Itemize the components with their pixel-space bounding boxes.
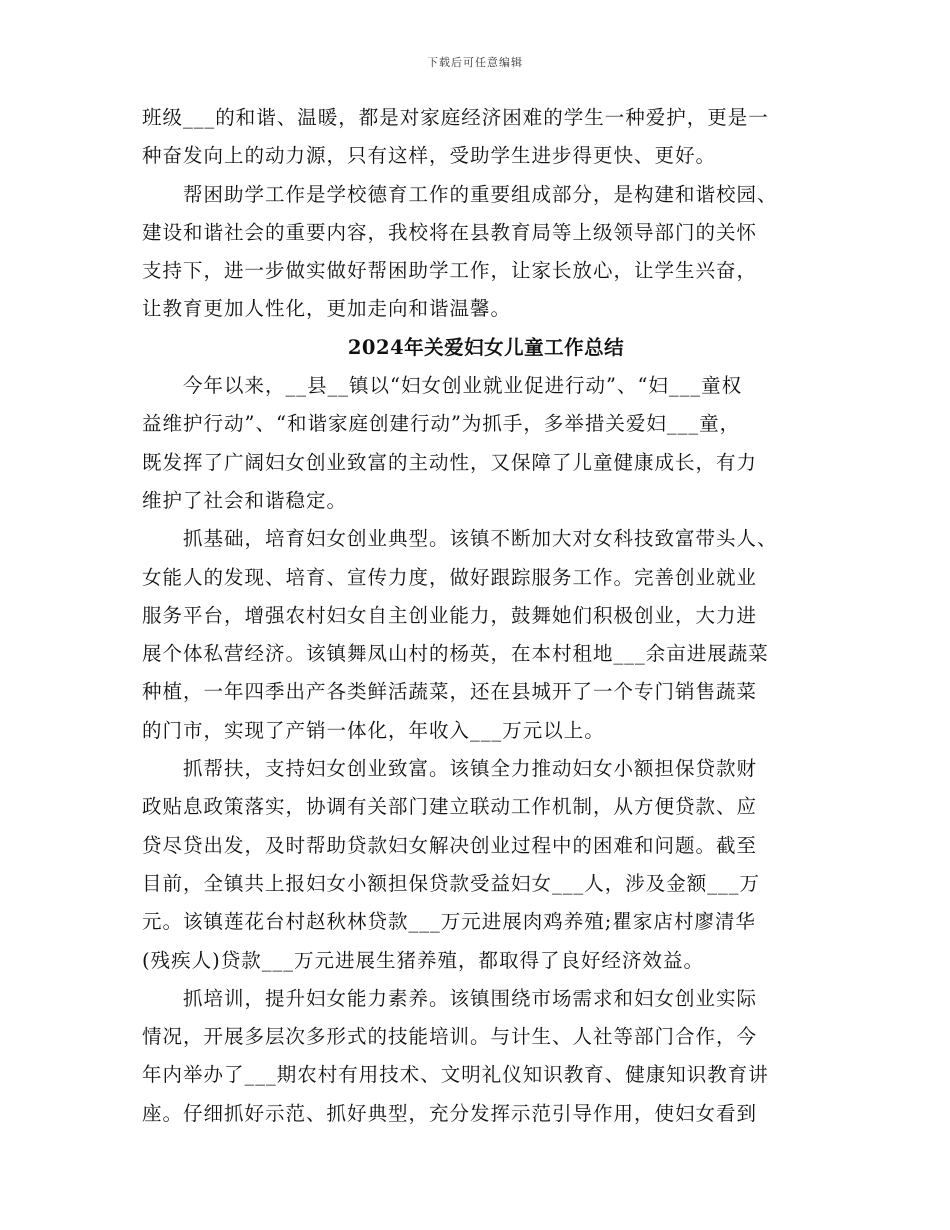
paragraph-line: 今年以来，__县__镇以“妇女创业就业促进行动”、“妇___童权 — [183, 374, 743, 398]
paragraph-line: 种植，一年四季出产各类鲜活蔬菜，还在县城开了一个专门销售蔬菜 — [142, 680, 758, 704]
paragraph-line: 女能人的发现、培育、宣传力度，做好跟踪服务工作。完善创业就业 — [142, 565, 758, 589]
page-header-note: 下载后可任意编辑 — [427, 56, 523, 69]
paragraph-line: 目前，全镇共上报妇女小额担保贷款受益妇女___人，涉及金额___万 — [142, 871, 761, 895]
paragraph-line: 贷尽贷出发，及时帮助贷款妇女解决创业过程中的困难和问题。截至 — [142, 833, 758, 857]
paragraph-line: 维护了社会和谐稳定。 — [142, 488, 348, 512]
section-title: 2024年关爱妇女儿童工作总结 — [347, 335, 625, 359]
paragraph-line: 抓帮扶，支持妇女创业致富。该镇全力推动妇女小额担保贷款财 — [183, 757, 758, 781]
document-body — [142, 99, 812, 1133]
paragraph-line: 座。仔细抓好示范、抓好典型，充分发挥示范引导作用，使妇女看到 — [142, 1101, 758, 1125]
paragraph-line: 抓基础，培育妇女创业典型。该镇不断加大对女科技致富带头人、 — [183, 527, 778, 551]
paragraph-line: 种奋发向上的动力源，只有这样，受助学生进步得更快、更好。 — [142, 144, 717, 168]
paragraph-line: 抓培训，提升妇女能力素养。该镇围绕市场需求和妇女创业实际 — [183, 986, 758, 1010]
paragraph-line: 服务平台，增强农村妇女自主创业能力，鼓舞她们积极创业，大力进 — [142, 603, 758, 627]
paragraph-line: 班级___的和谐、温暖，都是对家庭经济困难的学生一种爱护，更是一 — [142, 106, 769, 129]
paragraph-line: 的门市，实现了产销一体化，年收入___万元以上。 — [142, 718, 605, 742]
paragraph-line: (残疾人)贷款___万元进展生猪养殖，都取得了良好经济效益。 — [142, 948, 704, 972]
paragraph-line: 元。该镇莲花台村赵秋林贷款___万元进展肉鸡养殖;瞿家店村廖清华 — [142, 910, 756, 934]
paragraph-line: 年内举办了___期农村有用技术、文明礼仪知识教育、健康知识教育讲 — [142, 1063, 769, 1087]
paragraph-line: 既发挥了广阔妇女创业致富的主动性，又保障了儿童健康成长，有力 — [142, 450, 758, 474]
paragraph-line: 让教育更加人性化，更加走向和谐温馨。 — [142, 297, 512, 321]
paragraph-line: 政贴息政策落实，协调有关部门建立联动工作机制，从方便贷款、应 — [142, 795, 758, 819]
paragraph-line: 帮困助学工作是学校德育工作的重要组成部分，是构建和谐校园、 — [183, 182, 778, 206]
paragraph-line: 益维护行动”、“和谐家庭创建行动”为抓手，多举措关爱妇___童， — [142, 412, 741, 436]
paragraph-line: 支持下，进一步做实做好帮困助学工作，让家长放心，让学生兴奋， — [142, 259, 758, 283]
paragraph-line: 展个体私营经济。该镇舞凤山村的杨英，在本村租地___余亩进展蔬菜 — [142, 642, 769, 666]
paragraph-line: 情况，开展多层次多形式的技能培训。与计生、人社等部门合作，今 — [142, 1025, 758, 1049]
paragraph-line: 建设和谐社会的重要内容，我校将在县教育局等上级领导部门的关怀 — [142, 220, 758, 244]
